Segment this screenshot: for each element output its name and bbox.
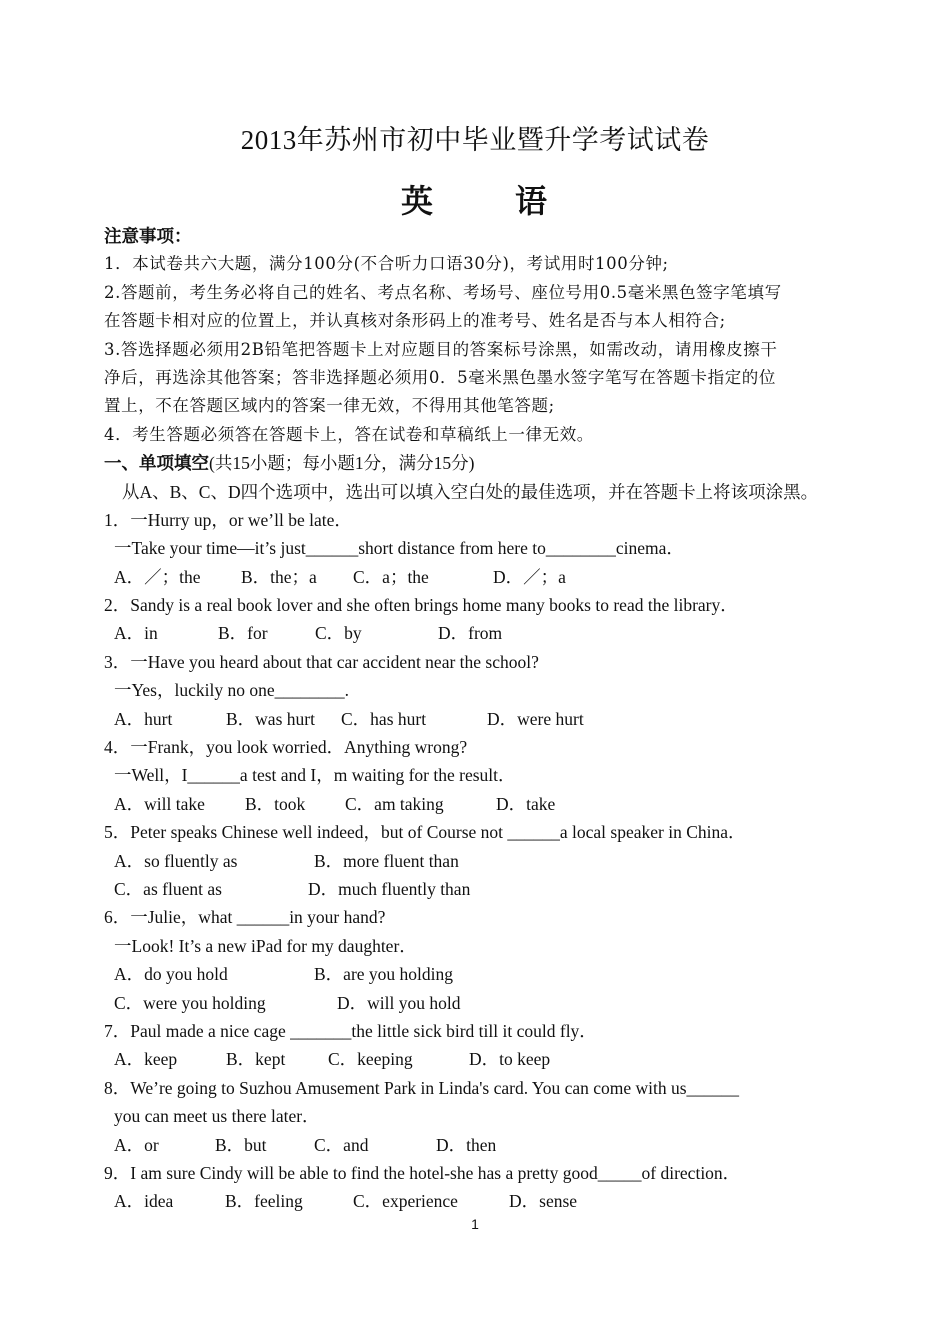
question-stem-continued: 一Look! It’s a new iPad for my daughter． <box>114 935 417 956</box>
exam-title: 2013年苏州市初中毕业暨升学考试试卷 <box>240 125 710 155</box>
page-number: 1 <box>471 1216 479 1232</box>
option-a: A．so fluently as <box>114 850 238 871</box>
question-stem: 8．We’re going to Suzhou Amusement Park in Linda's card. You can come with us______ <box>104 1077 740 1098</box>
option-a: A．idea <box>114 1191 174 1212</box>
question-stem: 2．Sandy is a real book lover and she often brings home many books to read the library． <box>104 595 738 616</box>
notice-line: 在答题卡相对应的位置上，并认真核对条形码上的准考号、姓名是否与本人相符合; <box>104 311 726 331</box>
option-d: D．much fluently than <box>308 878 471 899</box>
option-a: A．or <box>114 1134 159 1155</box>
option-d: D．will you hold <box>337 992 461 1013</box>
section-heading-label: 一、单项填空 <box>104 453 209 474</box>
answer-options <box>104 705 852 733</box>
question-stem-continued: 一Take your time—it’s just______short distance from here to________cinema． <box>114 538 684 559</box>
option-c: C．am taking <box>345 793 444 814</box>
question-stem: 7．Paul made a nice cage _______the little sick bird till it could fly． <box>104 1020 597 1041</box>
answer-options <box>104 790 852 818</box>
option-c: C．a；the <box>353 566 429 587</box>
section-heading <box>104 449 852 477</box>
notice-line: 3.答选择题必须用2B铅笔把答题卡上对应题目的答案标号涂黑，如需改动，请用橡皮擦干 <box>104 339 778 359</box>
answer-options <box>104 847 852 875</box>
answer-options <box>104 1187 852 1215</box>
option-d: D．to keep <box>469 1049 551 1070</box>
notice-line: 4．考生答题必须答在答题卡上，答在试卷和草稿纸上一律无效。 <box>104 424 594 444</box>
answer-options <box>104 1045 852 1073</box>
exam-body <box>104 222 852 1216</box>
question-stem: 9．I am sure Cindy will be able to find the hotel-she has a pretty good_____of direction． <box>104 1162 741 1183</box>
option-b: B．but <box>215 1134 267 1155</box>
option-b: B．kept <box>226 1049 286 1070</box>
option-d: D．from <box>438 623 503 644</box>
answer-options <box>104 1131 852 1159</box>
question-stem-continued: you can meet us there later． <box>114 1106 320 1127</box>
subject-char-2: 语 <box>515 183 550 219</box>
option-c: C．were you holding <box>114 992 266 1013</box>
notice-line: 2.答题前，考生务必将自己的姓名、考点名称、考场号、座位号用0.5毫米黑色签字笔填写 <box>104 282 782 302</box>
subject-char-1: 英 <box>400 183 435 219</box>
notice-line: 1．本试卷共六大题，满分100分(不合听力口语30分)，考试用时100分钟; <box>104 254 669 274</box>
option-b: B．more fluent than <box>314 850 459 871</box>
section-heading-note: (共15小题；每小题1分，满分15分) <box>209 453 475 474</box>
option-a: A．do you hold <box>114 964 228 985</box>
answer-options <box>104 875 852 903</box>
option-a: A．keep <box>114 1049 178 1070</box>
question-stem: 6．一Julie，what ______in your hand? <box>104 907 386 928</box>
option-a: A．in <box>114 623 158 644</box>
option-d: D．／；a <box>493 566 566 587</box>
notice-line: 净后，再选涂其他答案；答非选择题必须用0．5毫米黑色墨水签字笔写在答题卡指定的位 <box>104 367 776 387</box>
option-b: B．for <box>218 623 268 644</box>
answer-options <box>104 619 852 647</box>
option-c: C．keeping <box>328 1049 413 1070</box>
question-stem-continued: 一Yes，luckily no one________. <box>114 680 349 701</box>
option-d: D．sense <box>509 1191 578 1212</box>
option-b: B．the；a <box>241 566 317 587</box>
option-b: B．feeling <box>225 1191 303 1212</box>
notice-heading: 注意事项： <box>104 226 192 246</box>
answer-options <box>104 960 852 988</box>
answer-options <box>104 563 852 591</box>
option-a: A．will take <box>114 793 205 814</box>
question-stem: 1．一Hurry up，or we’ll be late． <box>104 509 352 530</box>
option-c: C．has hurt <box>341 708 427 729</box>
subject-title <box>0 176 950 222</box>
option-a: A．／；the <box>114 566 201 587</box>
option-b: B．took <box>245 793 306 814</box>
option-d: D．then <box>436 1134 497 1155</box>
option-d: D．were hurt <box>487 708 584 729</box>
section-instruction: 从A、B、C、D四个选项中，选出可以填入空白处的最佳选项，并在答题卡上将该项涂黑。 <box>122 481 819 502</box>
answer-options <box>104 989 852 1017</box>
option-c: C．as fluent as <box>114 878 222 899</box>
question-stem-continued: 一Well，I______a test and I，m waiting for the result． <box>114 765 516 786</box>
option-b: B．was hurt <box>226 708 315 729</box>
notice-line: 置上，不在答题区域内的答案一律无效，不得用其他笔答题; <box>104 396 555 416</box>
option-d: D．take <box>496 793 556 814</box>
option-c: C．by <box>315 623 362 644</box>
option-c: C．experience <box>353 1191 458 1212</box>
option-b: B．are you holding <box>314 964 454 985</box>
question-stem: 3．一Have you heard about that car accident near the school? <box>104 651 539 672</box>
option-c: C．and <box>314 1134 369 1155</box>
question-stem: 5．Peter speaks Chinese well indeed，but of Course not ______a local speaker in China． <box>104 822 746 843</box>
option-a: A．hurt <box>114 708 173 729</box>
question-stem: 4．一Frank，you look worried．Anything wrong? <box>104 737 468 758</box>
